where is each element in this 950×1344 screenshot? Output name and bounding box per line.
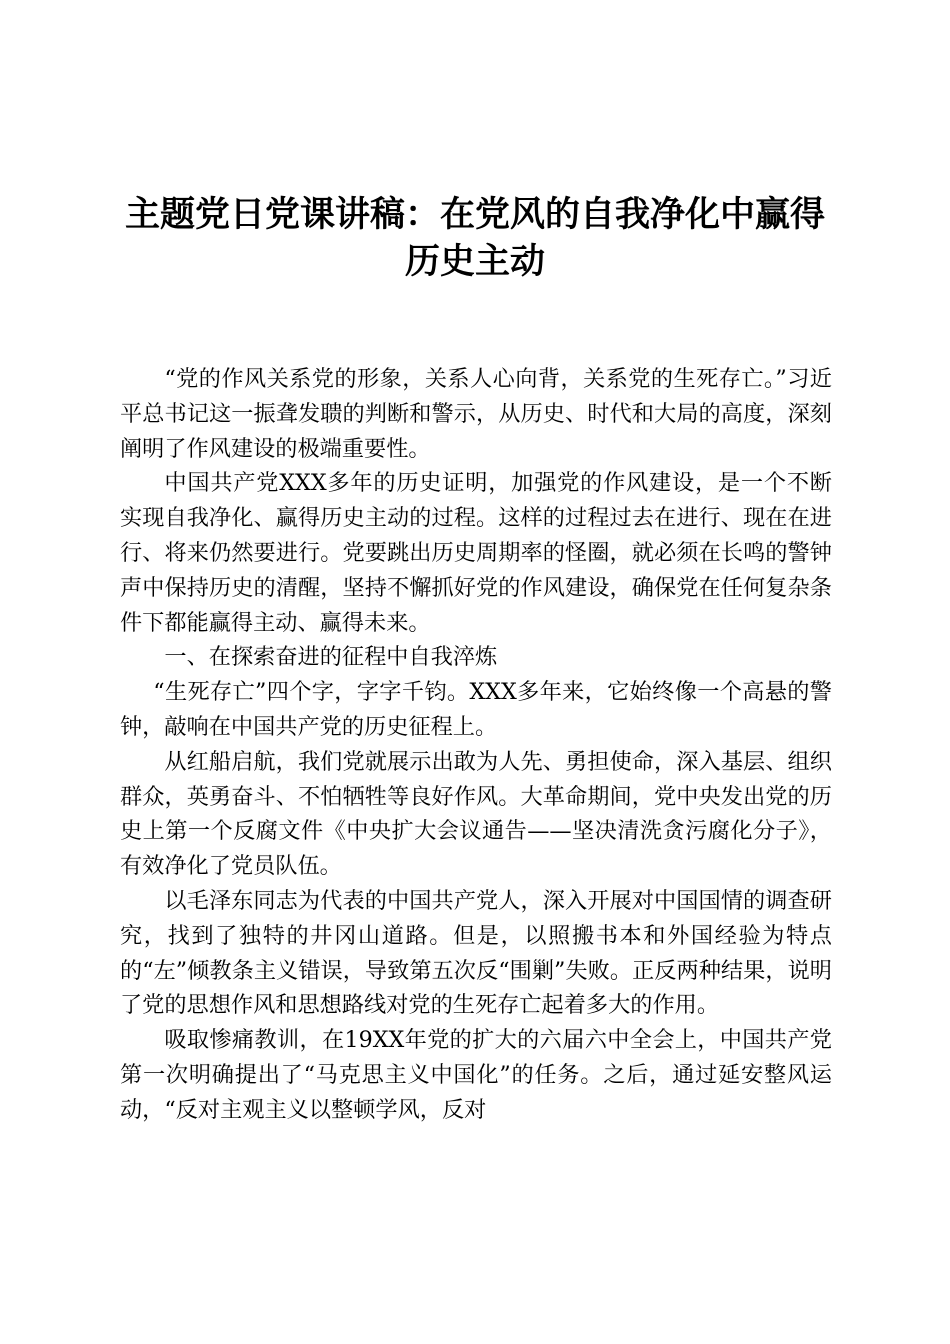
section1-paragraph-1: “生死存亡”四个字，字字千钧。XXX多年来，它始终像一个高悬的警钟，敲响在中国共产党的历史征程上。 <box>120 679 832 740</box>
intro-paragraph-2: 中国共产党XXX多年的历史证明，加强党的作风建设，是一个不断实现自我净化、赢得历史主动的过程。这样的过程过去在进行、现在在进行、将来仍然要进行。党要跳出历史周期率的怪圈，就必须在长鸣的警钟声中保持历史的清醒，坚持不懈抓好党的作风建设，确保党在任何复杂条件下都能赢得主动、赢得未来。 <box>120 470 832 636</box>
document-title-line-2: 历史主动 <box>404 241 545 282</box>
document-title-line-1: 主题党日党课讲稿：在党风的自我净化中赢得 <box>124 194 825 235</box>
section1-paragraph-4: 吸取惨痛教训，在19XX年党的扩大的六届六中全会上，中国共产党第一次明确提出了“马克思主义中国化”的任务。之后，通过延安整风运动，“反对主观主义以整顿学风，反对 <box>120 1027 832 1123</box>
document-body <box>120 362 832 1128</box>
section1-paragraph-3: 以毛泽东同志为代表的中国共产党人，深入开展对中国国情的调查研究，找到了独特的井冈山道路。但是，以照搬书本和外国经验为特点的“左”倾教条主义错误，导致第五次反“围剿”失败。正反两种结果，说明了党的思想作风和思想路线对党的生死存亡起着多大的作用。 <box>120 887 832 1019</box>
section-heading-1: 一、在探索奋进的征程中自我淬炼 <box>164 644 498 671</box>
intro-paragraph-1: “党的作风关系党的形象，关系人心向背，关系党的生死存亡。”习近平总书记这一振聋发聩的判断和警示，从历史、时代和大局的高度，深刻阐明了作风建设的极端重要性。 <box>120 366 832 462</box>
section1-paragraph-2: 从红船启航，我们党就展示出敢为人先、勇担使命，深入基层、组织群众，英勇奋斗、不怕牺牲等良好作风。大革命期间，党中央发出党的历史上第一个反腐文件《中央扩大会议通告——坚决清洗贪污腐化分子》，有效净化了党员队伍。 <box>120 748 832 880</box>
